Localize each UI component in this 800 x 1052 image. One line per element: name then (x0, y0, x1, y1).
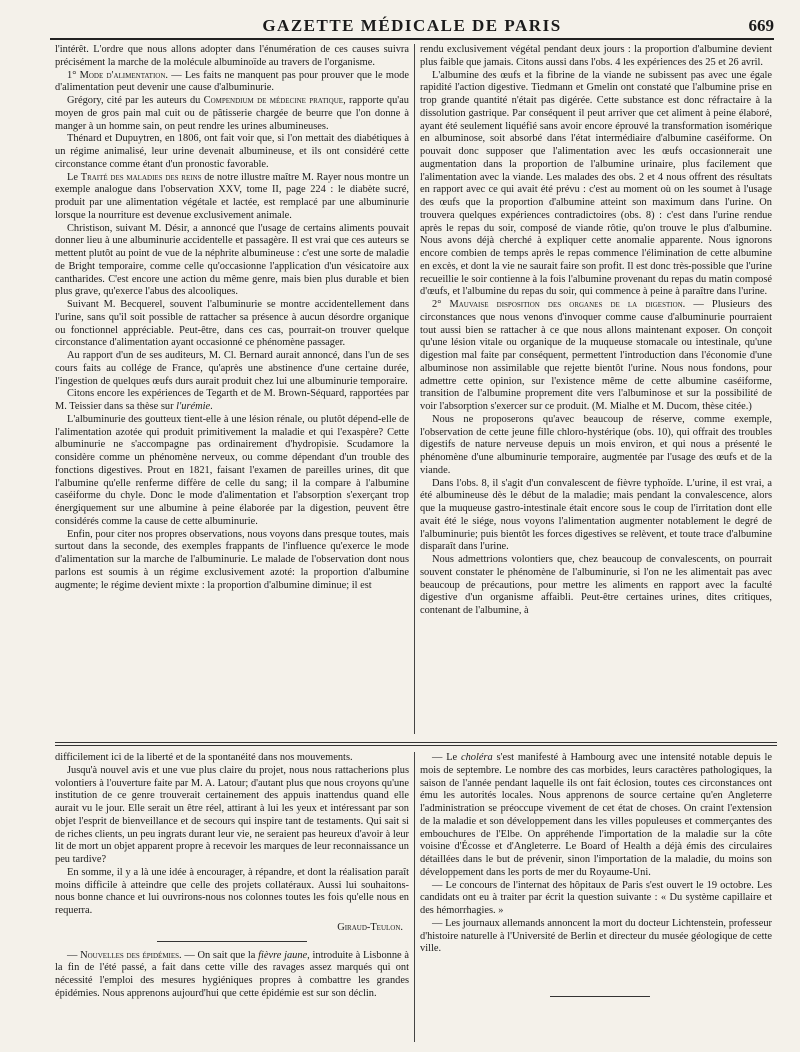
paragraph (55, 172, 409, 223)
news-item (420, 752, 772, 880)
news-item (55, 950, 409, 1001)
paragraph-text: , rapporte qu'au moyen de gros pain mal cuit ou de pâtisserie chargée de beurre que l'on donne à manger à un homme sain, on peut rendre les urines albumineuses. (55, 95, 409, 132)
reference-title: Traité des maladies des reins (80, 171, 202, 183)
paragraph (55, 388, 409, 414)
paragraph-text: — Le (432, 752, 461, 763)
paragraph (55, 95, 409, 133)
paragraph-text: — On sait que la (181, 949, 259, 961)
emphasis: choléra (460, 752, 493, 763)
paragraph-text: Citons encore les expériences de Tegarth et de M. Brown-Séquard, rapportées par M. Teissier dans sa thèse sur (55, 388, 409, 412)
paragraph-text: , introduite à Lisbonne à la fin de l'été passé, a fait dans cette ville des ravages assez marqués qui ont nécessité l'emploi des mesures hygiéniques propres à combattre les grandes épidémies. Nous apprenons aujourd'hui que cette épidémie est sur son déclin. (55, 949, 409, 999)
paragraph: Nous ne proposerons qu'avec beaucoup de réserve, comme exemple, l'observation de cette jeune fille chloro-hystérique (obs. 10), qui offrait des troubles digestifs de nature nerveuse depuis un mois environ, et qui nous a présenté le phénomène d'une albuminurie temporaire, augmentée par l'usage des œufs et de la viande. (420, 413, 772, 476)
paragraph: Christison, suivant M. Désir, a annoncé que l'usage de certains aliments pouvait donner lieu à une albuminurie accidentelle et passagère. Il est vrai que ces auteurs se mettent plutôt au point de vue de la néphrite albumineuse : c'est une sorte de maladie de Bright temporaire, comme celle qu'occasionne l'application d'un vésicatoire aux cantharides. C'est encore une action du même genre, mais bien plus durable et bien plus grave, qu'exerce l'abus des alcooliques. (55, 222, 409, 298)
paragraph: l'intérêt. L'ordre que nous allons adopter dans l'énumération de ces causes suivra précisément la marche de la molécule albuminoïde au travers de l'organisme. (55, 44, 409, 68)
paragraph-text: . (210, 401, 213, 412)
paragraph: Nous admettrions volontiers que, chez beaucoup de convalescents, on pourrait souvent constater le phénomène de l'albuminurie, si l'on ne les alimentait pas avec beaucoup de précautions, pour mettre les aliments en rapport avec la faculté digestive d'un organisme affaibli. Peut-être certaines urines, dites critiques, contenant de l'albumine, à (420, 554, 772, 616)
column-left-top (55, 44, 409, 734)
paragraph: Suivant M. Becquerel, souvent l'albuminurie se montre accidentellement dans l'urine, sans qu'il soit possible de rattacher sa présence à aucun désordre organique ou fonctionnel appréciable. Peut-être, dans ces cas, pourrait-on trouver quelque circonstance d'alimentation ayant occasionné ce phénomène passager. (55, 299, 409, 349)
column-right-bottom (420, 752, 773, 955)
emphasis: fièvre jaune (258, 949, 308, 961)
paragraph-text: de notre illustre maître M. Rayer nous montre un exemple analogue dans l'observation XXV, tome II, page 224 : le diabète sucré, produit par une alimentation végétale et lactée, est remplacé par une albuminurie lorsque la nourriture est devenue exclusivement animale. (55, 171, 409, 221)
news-item: — Le concours de l'internat des hôpitaux de Paris s'est ouvert le 19 octobre. Les candidats ont eu à traiter par écrit la question suivante : « Du système capillaire et des hémorrhagies. » (420, 879, 772, 916)
column-right-top (420, 44, 772, 734)
news-heading: — Nouvelles des épidémies. (67, 949, 182, 961)
column-left-bottom (55, 752, 409, 1042)
journal-title: GAZETTE MÉDICALE DE PARIS (262, 16, 562, 35)
paragraph: Thénard et Dupuytren, en 1806, ont fait voir que, si l'on mettait des diabétiques à un régime animalisé, leur urine devenait albumineuse, et ils ont considéré cette circonstance comme étant d'un pronostic favorable. (55, 133, 409, 170)
paragraph: L'albumine des œufs et la fibrine de la viande ne subissent pas avec une égale rapidité l'action digestive. Tiedmann et Gmelin ont constaté que l'albumine prise en trop grande quantité n'était pas digérée. Cette substance est donc réfractaire à la dissolution gastrique. Par conséquent il peut arriver que cet aliment à peine élaboré, ayant été seulement liquéfié sans avoir encore éprouvé la transformation isomérique en albuminose, soit absorbé dans l'état intermédiaire d'albumine caséiforme. On pouvait donc supposer que l'alimentation avec les œufs occasionnerait une augmentation dans la proportion de l'albumine urinaire, plus facilement que l'alimentation avec la viande. Les malades des obs. 2 et 4 nous offrent des résultats en rapport avec ce qui avait été prévu : c'est au moment où on les soumet à l'usage des œufs que la proportion d'albumine atteint son maximum dans l'urine. On trouvera quelques expériences contradictoires (obs. 8) : c'est dans l'urine rendue après le repas du soir, composé de viande rôtie, qu'on trouve le plus d'albumine. Nous avons déjà cherché à expliquer cette anomalie apparente. Nous ignorons encore combien de temps après le repas commence l'élimination de cette albumine en excès, et dont la vie ne saurait faire son profit. Il est donc très-possible que l'urine recueillie le soir contienne à la fois l'albumine provenant du repas du matin composé d'œufs, et l'albumine du repas du soir, qui commence à peine à paraître dans l'urine. (420, 69, 772, 298)
paragraph: difficilement ici de la liberté et de la spontanéité dans nos mouvements. (55, 752, 353, 763)
paragraph-text: Le (67, 171, 81, 183)
section-divider (55, 742, 777, 746)
paragraph (420, 299, 772, 414)
paragraph: Jusqu'à nouvel avis et une vue plus claire du projet, nous nous rattacherions plus volontiers à l'ouverture faite par M. A. Latour; d'autant plus que nous croyons qu'une institution de ce genre trouverait certainement des appuis inattendus quand elle aurait vu le jour. Elle serait un être réel, attirant à lui les yeux et intéressant par son objet l'esprit de bienveillance et de secours qui inspire tant de testaments. Qui sait si de riches clients, un peu ingrats durant leur vie, ne seraient pas heureux d'avoir à leur lit de mort un objet apparent propre à recevoir les marques de leur reconnaissance un peu tardive? (55, 764, 409, 865)
page-number: 669 (748, 16, 774, 35)
paragraph: rendu exclusivement végétal pendant deux jours : la proportion d'albumine devient plus faible que jamais. Citons aussi dans l'obs. 4 les expériences des 25 et 26 avril. (420, 44, 772, 68)
short-divider (157, 941, 307, 942)
author-signature: Giraud-Teulon. (337, 921, 403, 933)
reference-title: l'urémie (176, 401, 211, 412)
news-item: — Les journaux allemands annoncent la mort du docteur Lichtenstein, professeur d'histoire naturelle à l'Université de Berlin et directeur du musée géologique de cette ville. (420, 917, 772, 955)
column-divider (414, 752, 415, 1042)
section-heading: 2° Mauvaise disposition des organes de la digestion. (432, 299, 686, 310)
paragraph: Dans l'obs. 8, il s'agit d'un convalescent de fièvre typhoïde. L'urine, il est vrai, a été albumineuse dès le début de la maladie; mais pendant la convalescence, alors que la muqueuse gastro-intestinale était encore sous le coup de l'irritation dont elle avait été le siége, nous voyons l'alimentation augmenter notablement le degré de l'albuminurie; puis bientôt les forces digestives se relèvent, et toute trace d'albumine disparaît dans l'urine. (420, 477, 772, 553)
page-header (50, 14, 774, 40)
paragraph-text: Grégory, cité par les auteurs du (67, 95, 204, 106)
paragraph: Enfin, pour citer nos propres observations, nous voyons dans presque toutes, mais surtout dans la seconde, des exemples frappants de l'influence qu'exerce le mode d'alimentation sur la marche de l'albuminurie. Le malade de l'observation dont nous parlons est soumis à un régime exclusivement azoté: la proportion d'albumine augmente; le régime devient mixte : la proportion d'albumine diminue; il est (55, 528, 409, 591)
paragraph: Au rapport d'un de ses auditeurs, M. Cl. Bernard aurait annoncé, dans l'un de ses cours faits au collége de France, qu'après une abstinence d'une certaine durée, l'ingestion de quelques œufs durs aurait produit chez lui une albuminurie temporaire. (55, 350, 409, 387)
paragraph-text: s'est manifesté à Hambourg avec une intensité notable depuis le mois de septembre. Le nombre des cas morbides, leurs caractères pathologiques, la saison de l'année pendant laquelle ils ont fait éclosion, toutes ces circonstances ont ému les autorités locales. Nous apprenons de source certaine qu'en Angleterre l'administration se préoccupe vivement de cet état de choses. On craint l'extension de la maladie et son développement dans les villes populeuses et commerçantes des embouchures de l'Elbe. On appréhende l'importation de la maladie sur la côte voisine d'Écosse et d'Angleterre. Le Board of Health a déjà émis des circulaires détaillées dans le but de prévenir, sinon l'importation de la maladie, du moins son développement dans les ports de mer du Royaume-Uni. (420, 752, 773, 878)
paragraph-text: — Plusieurs des circonstances que nous venons d'invoquer comme cause d'albuminurie pourraient tout aussi bien se rattacher à ce que nous allons maintenant exposer. On conçoit qu'une lésion vitale ou organique de la muqueuse stomacale ou intestinale, qu'une digestion mal faite par conséquent, permettent l'introduction dans l'économie d'une albuminose non assimilable que rejette bientôt l'urine. Nous nous fondons, pour admettre cette opinion, sur l'existence même de cette albumine caséiforme, transition de l'albumine proprement dite vers l'albuminose et sur la possibilité de voir l'absorption s'exercer sur ce produit. (M. Mialhe et M. Ducom, thèse citée.) (420, 299, 772, 412)
short-divider (550, 996, 650, 997)
paragraph (55, 70, 409, 96)
paragraph: L'albuminurie des goutteux tient-elle à une lésion rénale, ou plutôt dépend-elle de l'alimentation azotée qui produit primitivement la maladie et qui l'exaspère? Cette albuminurie ne s'accompagne pas ordinairement d'hydropisie. Scudamore la considère comme un phénomène nerveux, ou comme dépendant d'un trouble des fonctions digestives. Prout en 1821, faisant l'examen de pareilles urines, dit que l'albumine qu'elle renferme diffère de celle du sang; il la compare à l'albumine caséiforme du chyle. Donc le mode d'alimentation et l'absorption s'exerçant trop énergiquement sur une albumine à peine élaborée par la digestion, peuvent être considérés comme la cause de cette albuminurie. (55, 413, 409, 527)
column-divider (414, 44, 415, 734)
reference-title: Compendium de médecine pratique (203, 95, 344, 106)
paragraph-text: — Les faits ne manquent pas pour prouver que le mode d'alimentation peut devenir une cause d'albuminurie. (55, 69, 409, 94)
section-heading: 1° Mode d'alimentation. (67, 69, 168, 81)
paragraph: En somme, il y a là une idée à encourager, à répandre, et dont la réalisation paraît moins difficile à atteindre que celle des projets collatéraux. Aussi lui souhaitons-nous bonne chance et lui ouvrirons-nous nos colonnes toutes les fois qu'elle nous en requerra. (55, 866, 409, 916)
